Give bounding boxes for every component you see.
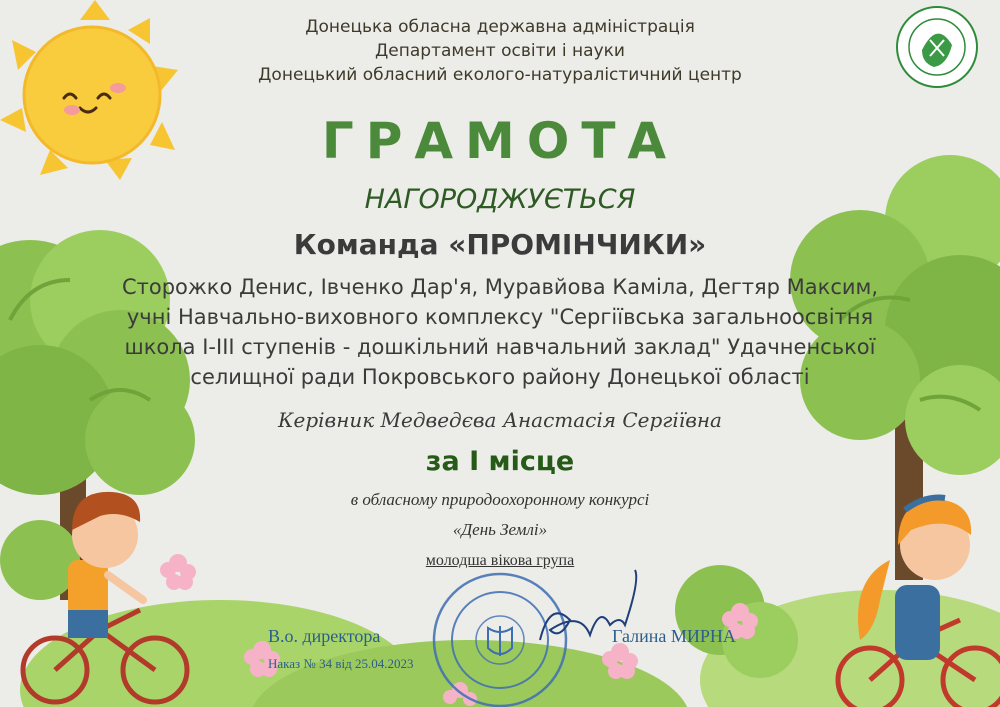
header-line-administration: Донецька обласна державна адміністрація [305, 17, 695, 37]
members-line: Сторожко Денис, Івченко Дар'я, Муравйова Каміла, Дегтяр Максим, [121, 275, 879, 299]
contest-description: в обласному природоохоронному конкурсі [350, 490, 650, 509]
certificate-title: ГРАМОТА [321, 112, 679, 170]
awarded-caption: НАГОРОДЖУЄТЬСЯ [364, 184, 636, 215]
team-members [60, 272, 940, 392]
award-place: за І місце [425, 446, 575, 477]
order-number: Наказ № 34 від 25.04.2023 [268, 656, 414, 671]
members-line: школа І-ІІІ ступенів - дошкільний навчальний заклад" Удачненської [124, 335, 876, 359]
header-line-department: Департамент освіти і науки [375, 41, 625, 61]
age-group [0, 552, 1000, 570]
members-line: селищної ради Покровського району Донецької області [190, 365, 810, 389]
members-line: учні Навчально-виховного комплексу "Сергіївська загальноосвітня [126, 305, 874, 329]
team-name: Команда «ПРОМІНЧИКИ» [293, 228, 707, 261]
age-group-label: молодша вікова група [425, 552, 575, 569]
leader-name: Керівник Медведєва Анастасія Сергіївна [278, 408, 722, 432]
signatory-name: Галина МИРНА [612, 626, 736, 646]
contest-name: «День Землі» [452, 520, 548, 539]
header-line-centre: Донецький обласний еколого-натуралістичний центр [258, 65, 742, 85]
signatory-position: В.о. директора [268, 626, 381, 646]
